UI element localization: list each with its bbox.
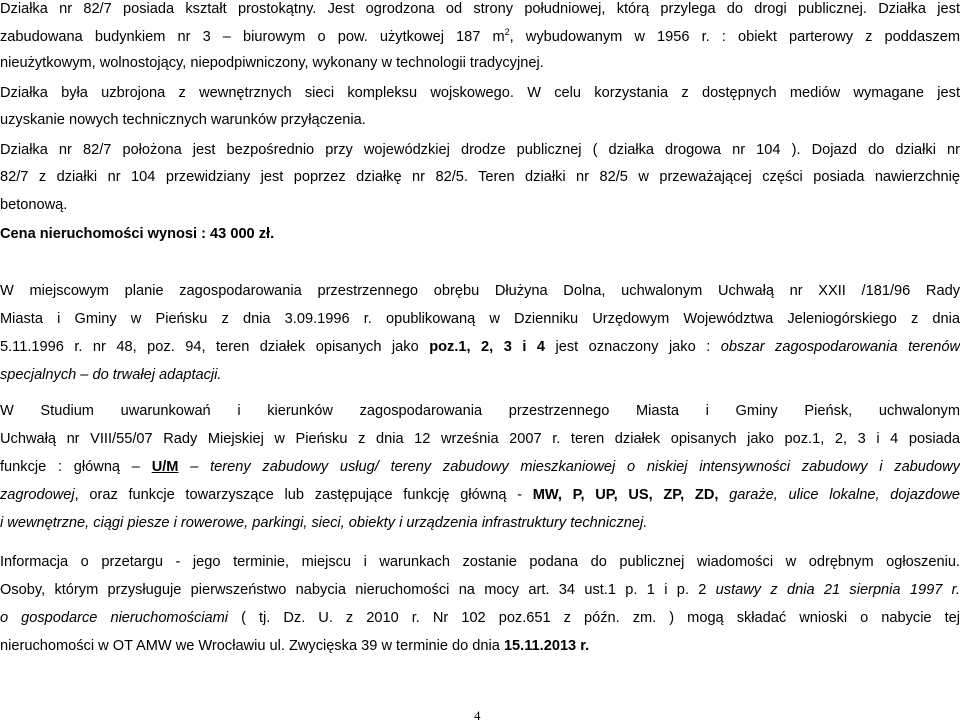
text-segment: 82/7 z działki nr 104 przewidziany jest poprzez działkę nr 82/5. Teren działki nr 82/5 w przeważającej części posiada nawierzchnię bbox=[0, 169, 960, 185]
text-segment: Działka nr 82/7 posiada kształt prostokątny. Jest ogrodzona od strony południowej, którą przylega do drogi publicznej. Działka jest bbox=[0, 1, 960, 17]
text-segment: betonową. bbox=[0, 197, 68, 213]
text-segment: nieruchomości w OT AMW we Wrocławiu ul. Zwycięska 39 w terminie do dnia bbox=[0, 638, 504, 654]
page-number: 4 bbox=[474, 708, 481, 723]
text-line bbox=[0, 430, 960, 448]
text-segment: tereny zabudowy usług/ tereny zabudowy mieszkaniowej o niskiej intensywności zabudowy i zabudowy bbox=[210, 459, 960, 475]
text-segment: nieużytkowym, wolnostojący, niepodpiwniczony, wykonany w technologii tradycyjnej. bbox=[0, 55, 544, 71]
text-segment: Działka była uzbrojona z wewnętrznych sieci kompleksu wojskowego. W celu korzystania z dostępnych mediów wymagane jest bbox=[0, 85, 960, 101]
text-line bbox=[0, 338, 960, 356]
text-segment: , oraz funkcje towarzyszące lub zastępujące funkcję główną - bbox=[74, 487, 533, 503]
text-segment: ustawy z dnia 21 sierpnia 1997 r. bbox=[715, 582, 960, 598]
text-segment: Informacja o przetargu - jego terminie, miejscu i warunkach zostanie podana do publicznej wiadomości w odrębnym ogłoszeniu. bbox=[0, 554, 960, 570]
text-line bbox=[0, 581, 960, 599]
text-segment: MW, P, UP, US, ZP, ZD, bbox=[532, 487, 719, 503]
text-line bbox=[0, 486, 960, 504]
text-segment: 5.11.1996 r. nr 48, poz. 94, teren działek opisanych jako bbox=[0, 339, 430, 355]
text-segment: – bbox=[178, 459, 211, 475]
text-line bbox=[0, 54, 960, 72]
text-line bbox=[0, 310, 960, 328]
text-line bbox=[0, 553, 960, 571]
text-segment: W miejscowym planie zagospodarowania przestrzennego obrębu Dłużyna Dolna, uchwalonym Uchwałą nr XXII /181/96 Rady bbox=[0, 283, 960, 299]
text-line bbox=[0, 84, 960, 102]
text-segment: U/M bbox=[151, 459, 179, 475]
text-segment: , wybudowanym w 1956 r. : obiekt parterowy z poddaszem bbox=[509, 29, 960, 45]
text-line bbox=[0, 196, 960, 214]
text-segment: ( tj. Dz. U. z 2010 r. Nr 102 poz.651 z późn. zm. ) mogą składać wnioski o nabycie tej bbox=[228, 610, 960, 626]
text-line bbox=[0, 609, 960, 627]
text-segment bbox=[718, 487, 729, 503]
text-line bbox=[0, 514, 960, 532]
text-line bbox=[0, 141, 960, 159]
price-line bbox=[0, 225, 960, 243]
text-segment: specjalnych – do trwałej adaptacji. bbox=[0, 367, 222, 383]
text-line bbox=[0, 282, 960, 300]
text-line bbox=[0, 0, 960, 18]
text-segment: zagrodowej bbox=[0, 487, 75, 503]
text-segment: Cena nieruchomości wynosi : 43 000 zł. bbox=[0, 226, 275, 242]
text-line bbox=[0, 111, 960, 129]
text-segment: Osoby, którym przysługuje pierwszeństwo nabycia nieruchomości na mocy art. 34 ust.1 p. 1 i p. 2 bbox=[0, 582, 716, 598]
text-segment: 15.11.2013 r. bbox=[503, 638, 590, 654]
text-segment: i wewnętrzne, ciągi piesze i rowerowe, parkingi, sieci, obiekty i urządzenia infrastruktury technicznej. bbox=[0, 515, 648, 531]
text-segment: W Studium uwarunkowań i kierunków zagospodarowania przestrzennego Miasta i Gminy Pieńsk, uchwalonym bbox=[0, 403, 960, 419]
text-line bbox=[0, 637, 960, 655]
text-segment: obszar zagospodarowania terenów bbox=[720, 339, 960, 355]
text-segment: 2 bbox=[504, 27, 510, 37]
text-segment: zabudowana budynkiem nr 3 – biurowym o pow. użytkowej 187 m bbox=[0, 29, 505, 45]
text-segment: funkcje : główną – bbox=[0, 459, 152, 475]
text-segment: Działka nr 82/7 położona jest bezpośrednio przy wojewódzkiej drodze publicznej ( działka drogowa nr 104 ). Dojazd do działki nr bbox=[0, 142, 960, 158]
text-segment: jest oznaczony jako : bbox=[544, 339, 721, 355]
text-line bbox=[0, 402, 960, 420]
text-segment: o gospodarce nieruchomościami bbox=[0, 610, 229, 626]
text-segment: Miasta i Gminy w Pieńsku z dnia 3.09.1996 r. opublikowaną w Dzienniku Urzędowym Województwa Jeleniogórskiego z dnia bbox=[0, 311, 960, 327]
text-segment: uzyskanie nowych technicznych warunków przyłączenia. bbox=[0, 112, 366, 128]
text-segment: Uchwałą nr VIII/55/07 Rady Miejskiej w Pieńsku z dnia 12 września 2007 r. teren działek opisanych jako poz.1, 2, 3 i 4 posiada bbox=[0, 431, 960, 447]
text-line bbox=[0, 28, 960, 46]
text-segment: poz.1, 2, 3 i 4 bbox=[429, 339, 545, 355]
text-line bbox=[0, 168, 960, 186]
text-segment: garaże, ulice lokalne, dojazdowe bbox=[729, 487, 960, 503]
text-line bbox=[0, 366, 960, 384]
text-line bbox=[0, 458, 960, 476]
